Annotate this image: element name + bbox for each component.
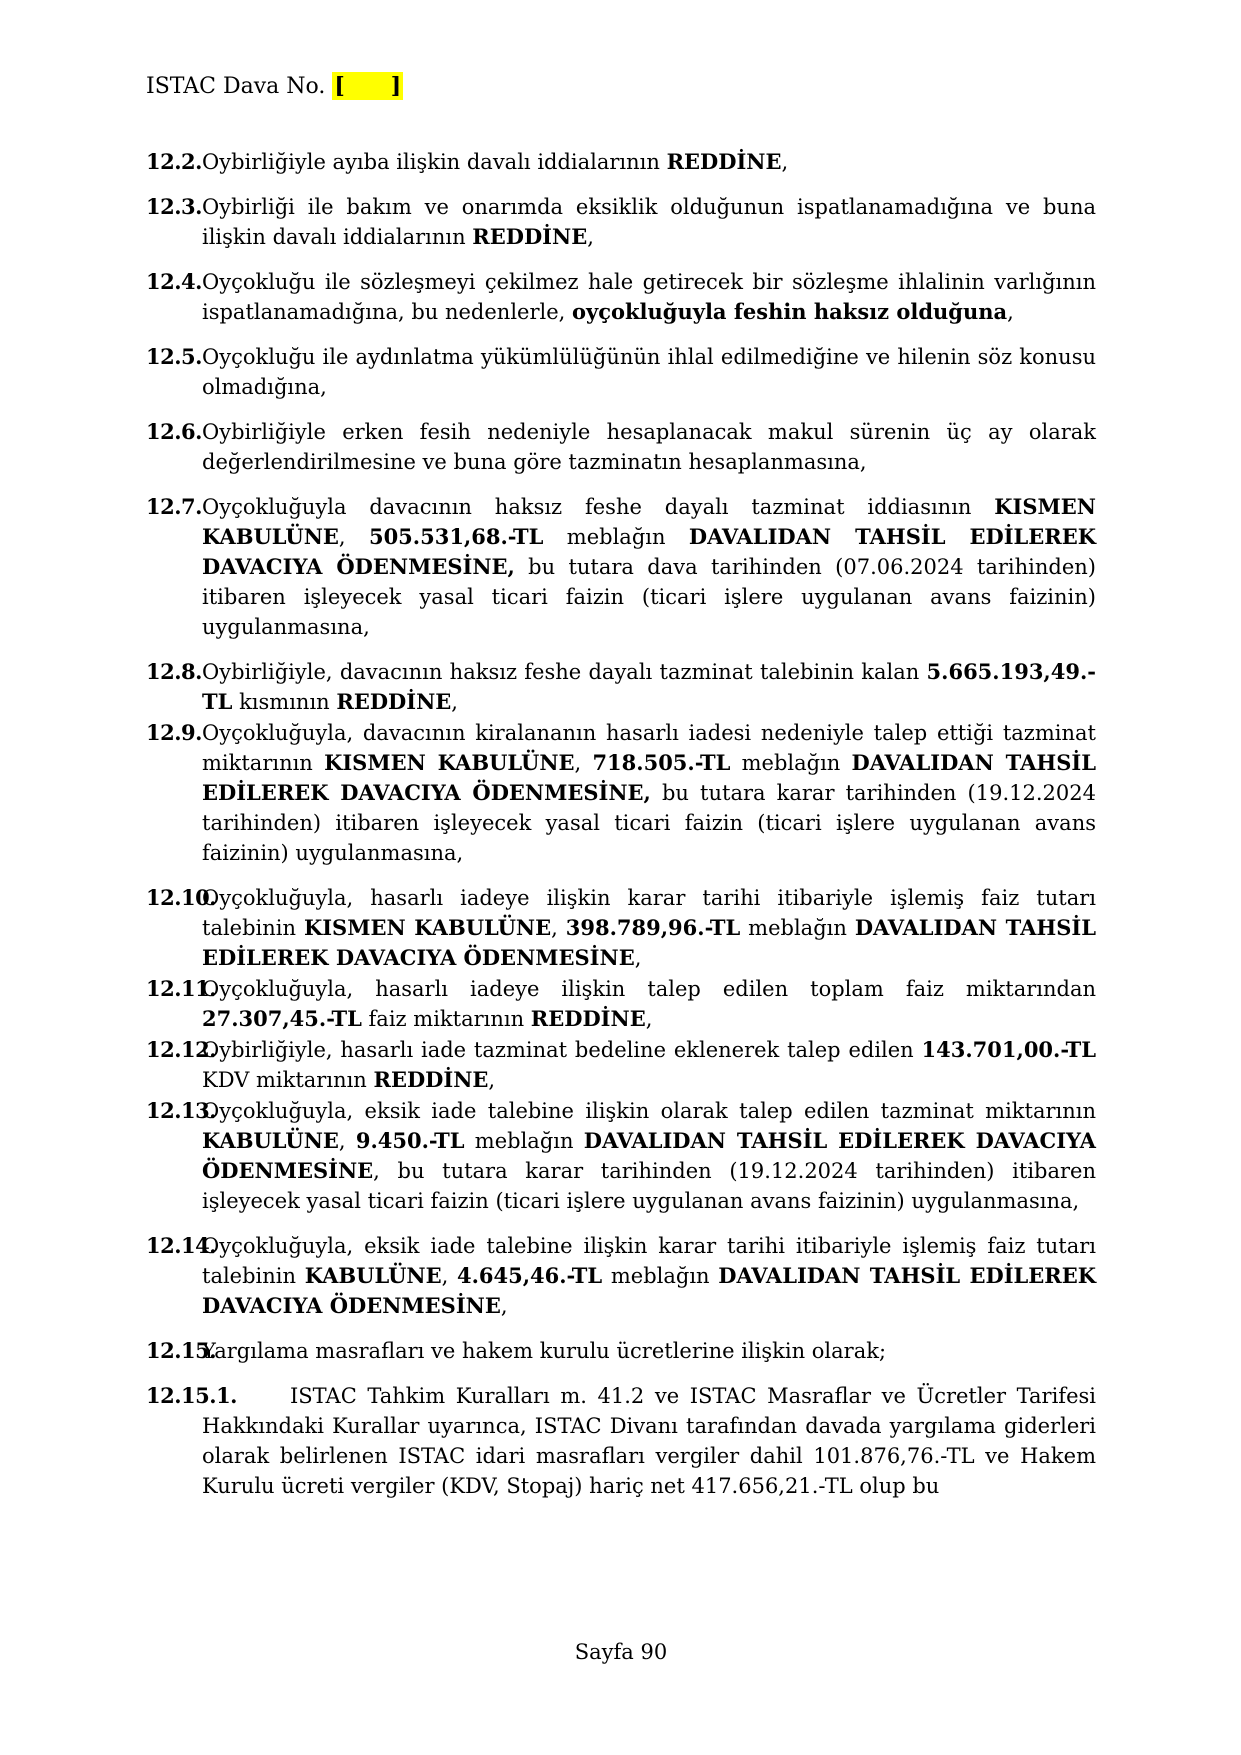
paragraph-number: 12.15. (146, 1338, 217, 1363)
paragraph-number: 12.4. (146, 269, 202, 294)
paragraph-number: 12.3. (146, 194, 202, 219)
paragraph-text: Oyçokluğuyla, eksik iade talebine ilişkin karar tarihi itibariyle işlemiş faiz tutarı talebinin KABULÜNE, 4.645,46.-TL meblağın DAVALIDAN TAHSİL EDİLEREK DAVACIYA ÖDENMESİNE, (202, 1234, 1096, 1318)
paragraph-text: Oybirliğiyle erken fesih nedeniyle hesaplanacak makul sürenin üç ay olarak değerlendirilmesine ve buna göre tazminatın hesaplanmasına, (202, 420, 1096, 474)
paragraph-number: 12.12. (146, 1037, 217, 1062)
paragraph-number: 12.2. (146, 149, 202, 174)
paragraph-12-15 (146, 1336, 1096, 1366)
paragraph-text: Oyçokluğu ile aydınlatma yükümlülüğünün ihlal edilmediğine ve hilenin söz konusu olmadığına, (202, 345, 1096, 399)
paragraph-number: 12.10. (146, 885, 217, 910)
paragraph-12-5 (146, 342, 1096, 402)
paragraph-12-6 (146, 417, 1096, 477)
paragraph-12-9 (146, 718, 1096, 868)
paragraph-text: Oyçokluğuyla, hasarlı iadeye ilişkin talep edilen toplam faiz miktarından 27.307,45.-TL faiz miktarının REDDİNE, (202, 977, 1096, 1031)
paragraph-12-7 (146, 492, 1096, 642)
paragraph-number: 12.14. (146, 1233, 217, 1258)
paragraph-text: Yargılama masrafları ve hakem kurulu ücretlerine ilişkin olarak; (202, 1339, 887, 1363)
paragraph-number: 12.6. (146, 419, 202, 444)
paragraph-12-3 (146, 192, 1096, 252)
paragraph-text: Oyçokluğu ile sözleşmeyi çekilmez hale getirecek bir sözleşme ihlalinin varlığının ispatlanamadığına, bu nedenlerle, oyçokluğuyla feshin haksız olduğuna, (202, 270, 1096, 324)
paragraph-12-2 (146, 147, 1096, 177)
paragraph-text: Oybirliği ile bakım ve onarımda eksiklik olduğunun ispatlanamadığına ve buna ilişkin davalı iddialarının REDDİNE, (202, 195, 1096, 249)
paragraph-text: Oybirliğiyle ayıba ilişkin davalı iddialarının REDDİNE, (202, 149, 789, 174)
paragraph-12-14 (146, 1231, 1096, 1321)
paragraph-number: 12.15.1. (146, 1383, 237, 1408)
paragraph-text: Oyçokluğuyla, davacının kiralananın hasarlı iadesi nedeniyle talep ettiği tazminat miktarının KISMEN KABULÜNE, 718.505.-TL meblağın DAVALIDAN TAHSİL EDİLEREK DAVACIYA ÖDENMESİNE, bu tutara karar tarihinden (19.12.2024 tarihinden) itibaren işleyecek yasal ticari faizin (ticari işlere uygulanan avans faizinin) uygulanmasına, (202, 721, 1097, 865)
page-header (146, 72, 1096, 101)
paragraph-number: 12.11. (146, 976, 217, 1001)
redacted-case-number: [ ] (334, 73, 402, 99)
paragraph-text: Oybirliğiyle, hasarlı iade tazminat bedeline eklenerek talep edilen 143.701,00.-TL KDV miktarının REDDİNE, (202, 1037, 1096, 1092)
paragraph-number: 12.5. (146, 344, 202, 369)
paragraph-text: Oyçokluğuyla davacının haksız feshe dayalı tazminat iddiasının KISMEN KABULÜNE, 505.531,68.-TL meblağın DAVALIDAN TAHSİL EDİLEREK DAVACIYA ÖDENMESİNE, bu tutara dava tarihinden (07.06.2024 tarihinden) itibaren işleyecek yasal ticari faizin (ticari işlere uygulanan avans faizinin) uygulanmasına, (202, 494, 1097, 639)
paragraph-list (146, 147, 1096, 1501)
paragraph-12-13 (146, 1096, 1096, 1216)
paragraph-number: 12.7. (146, 494, 202, 519)
paragraph-text: Oybirliğiyle, davacının haksız feshe dayalı tazminat talebinin kalan 5.665.193,49.-TL kısmının REDDİNE, (202, 659, 1096, 714)
page-footer (146, 1639, 1096, 1665)
paragraph-text: Oyçokluğuyla, eksik iade talebine ilişkin olarak talep edilen tazminat miktarının KABULÜNE, 9.450.-TL meblağın DAVALIDAN TAHSİL EDİLEREK DAVACIYA ÖDENMESİNE, bu tutara karar tarihinden (19.12.2024 tarihinden) itibaren işleyecek yasal ticari faizin (ticari işlere uygulanan avans faizinin) uygulanmasına, (202, 1099, 1096, 1213)
paragraph-12-8 (146, 657, 1096, 717)
paragraph-12-15-1 (146, 1381, 1096, 1501)
paragraph-number: 12.8. (146, 659, 202, 684)
paragraph-12-4 (146, 267, 1096, 327)
paragraph-number: 12.9. (146, 720, 202, 745)
paragraph-text: ISTAC Tahkim Kuralları m. 41.2 ve ISTAC Masraflar ve Ücretler Tarifesi Hakkındaki Kurallar uyarınca, ISTAC Divanı tarafından davada yargılama giderleri olarak belirlenen ISTAC idari masrafları vergiler dahil 101.876,76.-TL ve Hakem Kurulu ücreti vergiler (KDV, Stopaj) hariç net 417.656,21.-TL olup bu (202, 1384, 1096, 1498)
paragraph-12-11 (146, 974, 1096, 1034)
paragraph-number: 12.13. (146, 1098, 217, 1123)
paragraph-12-10 (146, 883, 1096, 973)
page-number: Sayfa 90 (574, 1640, 668, 1664)
case-number-label: ISTAC Dava No. (146, 74, 333, 99)
paragraph-text: Oyçokluğuyla, hasarlı iadeye ilişkin karar tarihi itibariyle işlemiş faiz tutarı talebinin KISMEN KABULÜNE, 398.789,96.-TL meblağın DAVALIDAN TAHSİL EDİLEREK DAVACIYA ÖDENMESİNE, (202, 886, 1096, 970)
paragraph-12-12 (146, 1035, 1096, 1095)
